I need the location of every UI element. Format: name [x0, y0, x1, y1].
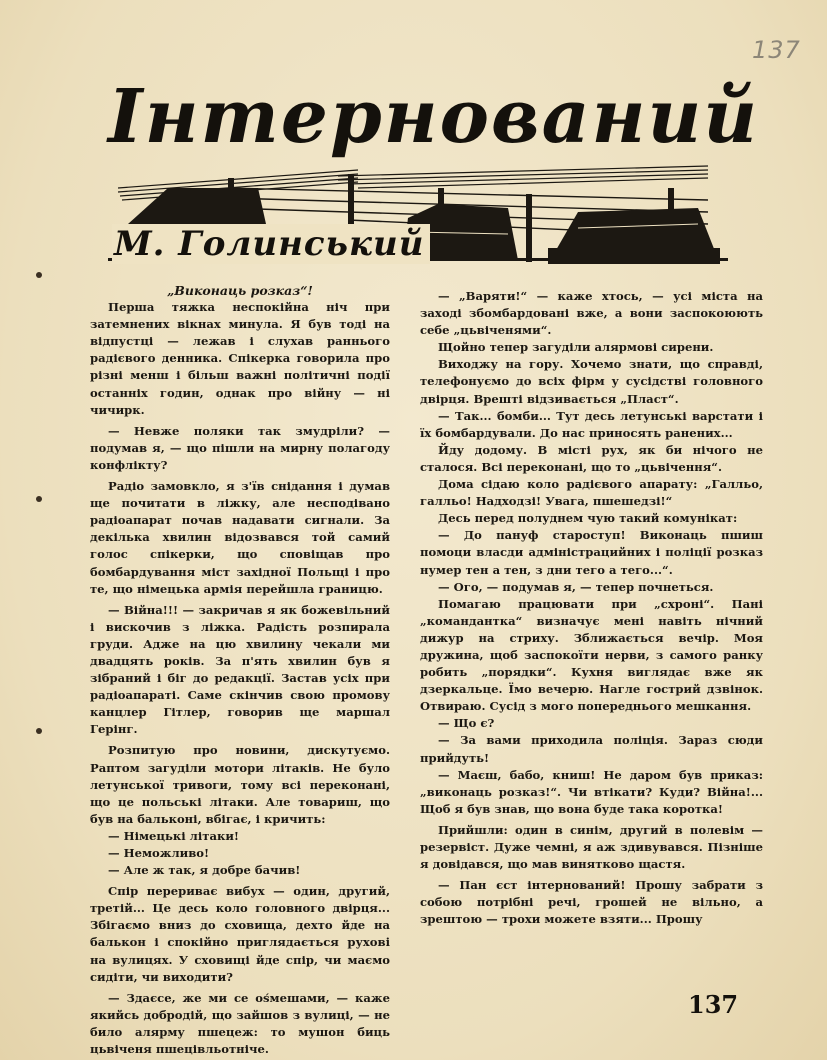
binding-hole-mark [36, 728, 42, 734]
paragraph: Йду додому. В місті рух, як би нічого не сталося. Всі переконані, що то „цьвічення“. [420, 442, 763, 474]
paragraph: — Пан єст інтернований! Прошу забрати з собою потрібні речі, грошей не вільно, а зрештою — трохи можете взяти... Прошу [420, 878, 763, 927]
paragraph: — Невже поляки так змудріли? — подумав я, — що пішли на мирну полагоду конфлікту? [90, 423, 390, 472]
paragraph: Прийшли: один в синім, другий в полевім — резервіст. Дуже чемні, я аж здивувався. Пізніше я довідався, що мав винятково щастя. [420, 822, 763, 872]
paragraph: Десь перед полуднем чую такий комунікат: [438, 511, 738, 526]
article-author: М. Голинський [112, 224, 430, 264]
paragraph: — Так... бомби... Тут десь летунські варстати і їх бомбардували. До нас приносять ранених... [420, 408, 763, 440]
paragraph: Перша тяжка неспокійна ніч при затемнених вікнах минула. Я був тоді на відпустці — лежав і слухав раннього радієвого денника. Спікерка говорила про різні менш і більш важні політичні події останніх годин, однак про війну — ні чичирк. [90, 300, 390, 417]
paragraph: — До пануф староступ! Виконаць пшиш помоци власди адміністрацийних і поліції розказ нумер тен а тен, з дни тего а тего...“. [420, 528, 763, 577]
paragraph: — Здаєсе, же ми се ośмешами, — каже якийсь добродій, що зайшов з вулиці, — не било алярму пшецеж: то мушон биць цьвіченя пшецівльотніче. [90, 990, 390, 1057]
binding-hole-mark [36, 496, 42, 502]
left-column [90, 282, 390, 1058]
subheading: „Виконаць розказ“! [167, 283, 313, 298]
handwritten-page-number: 137 [752, 36, 801, 64]
paragraph: Виходжу на гору. Хочемо знати, що справді, телефонуємо до всіх фірм у сусідстві головного двірця. Врешті відзивається „Пласт“. [420, 357, 763, 406]
paragraph: Розпитую про новини, дискутуємо. Раптом загуділи мотори літаків. Не було летунської тривоги, тому всі переконані, що це польські літаки. Але товариш, що був на бальконі, вбігає, і кричить: [90, 743, 390, 826]
paragraph: — Що є? [438, 716, 495, 731]
paragraph: — Неможливо! [108, 846, 210, 860]
paragraph: Щойно тепер загуділи алярмові сирени. [438, 340, 714, 355]
paragraph: Помагаю працювати при „схроні“. Пані „командантка“ визначує мені навіть нічний дижур на стриху. Зближається вечір. Моя дружина, щоб заспокоїти нерви, з самого ранку робить „порядки“. Кухня виглядає вже як дзеркальце. Їмо вечерю. Нагле гострий дзвінок. Отвираю. Сусід з мого попереднього мешкання. [420, 596, 763, 714]
right-column [420, 288, 763, 928]
paragraph: — Але ж так, я добре бачив! [108, 863, 301, 878]
paragraph: — „Варяти!“ — каже хтось, — усі міста на заході збомбардовані вже, а вони заспокоюють себе „цьвіченями“. [420, 289, 763, 338]
article-title: Інтернований [108, 74, 760, 160]
binding-hole-mark [36, 272, 42, 278]
paragraph: — Війна!!! — закричав я як божевільний і вискочив з ліжка. Радість розпирала груди. Адже на цю хвилину чекали ми двадцять років. За п'ять хвилин був я зібраний і біг до редакції. Застав усіх при радіоапараті. Саме скінчив свою промову канцлер Гітлер, говорив ще маршал Герінг. [90, 602, 390, 737]
paragraph: Радіо замовкло, я з'їв снідання і думав ще почитати в ліжку, але несподівано радіоапарат почав надавати сигнали. За декілька хвилин відозвався той самий голос спікерки, що сповіщав про бомбардування міст західної Польщі і про те, що німецька армія перейшла границю. [90, 479, 390, 596]
paragraph: — За вами приходила поліція. Зараз сюди прийдуть! [420, 733, 763, 765]
paragraph: — Маєш, бабо, книш! Не даром був приказ: „виконаць розказ!“. Чи втікати? Куди? Війна!... Щоб я був знав, що вона буде така коротка! [420, 767, 763, 816]
paragraph: — Німецькі літаки! [108, 828, 240, 843]
page-number: 137 [688, 990, 739, 1019]
paragraph: Спір перериває вибух — один, другий, третій... Це десь коло головного двірця... Збігаємо вниз до сховища, дехто йде на балькон і спокійно приглядається руховi на вулицях. У сховищі йде спір, чи маємо сидіти, чи виходити? [90, 884, 390, 984]
paragraph: Дома сідаю коло радієвого апарату: „Галльо, галльо! Надходзі! Увага, пшешедзі!“ [420, 477, 763, 509]
paragraph: — Ого, — подумав я, — тепер почнеться. [438, 579, 714, 594]
